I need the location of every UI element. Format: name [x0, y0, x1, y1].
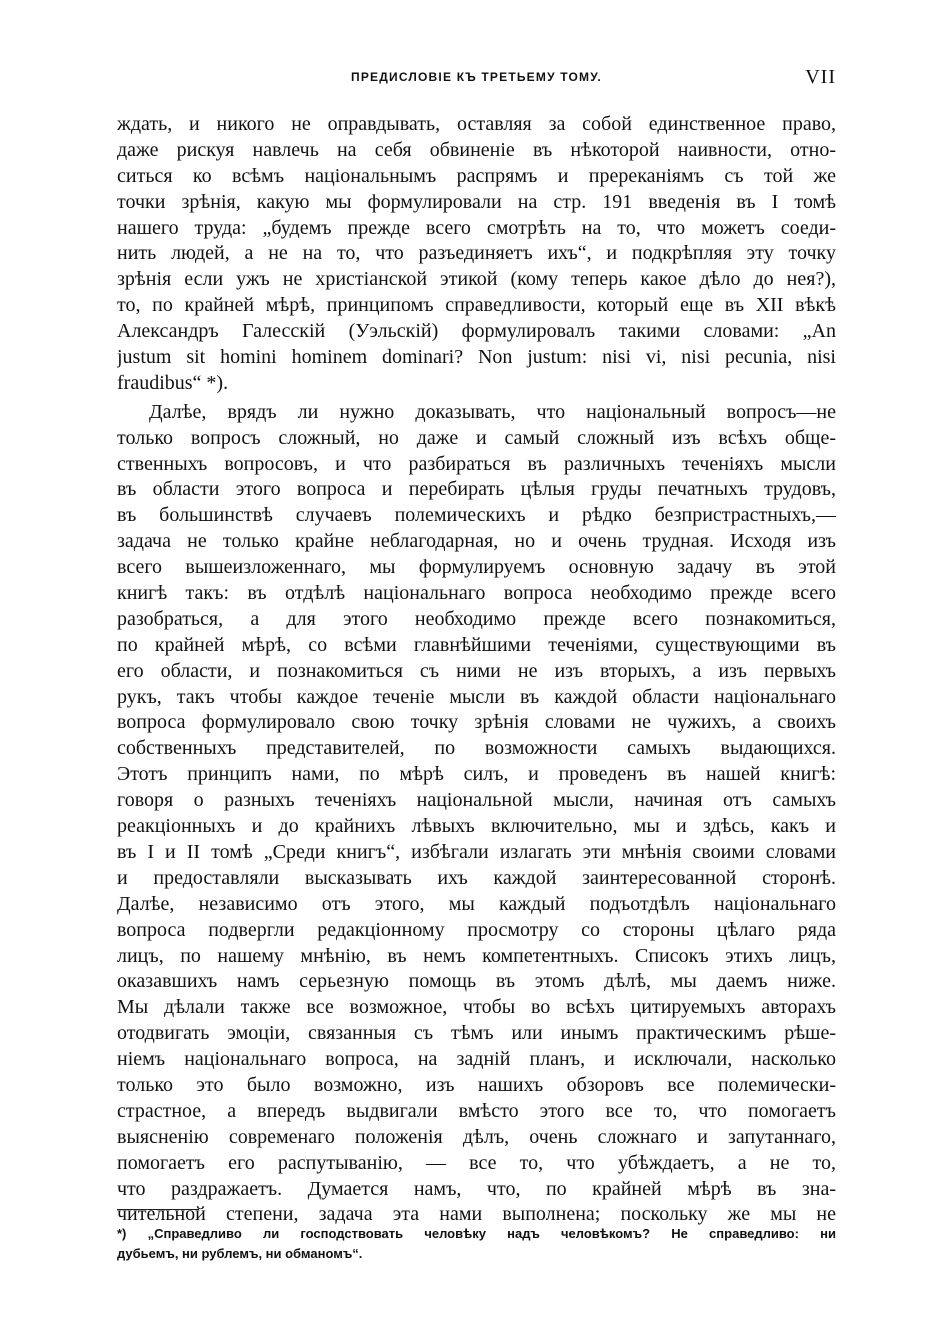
text-line: разобраться, а для этого необходимо прежде всего познакомиться, — [117, 607, 836, 630]
text-line: помогаетъ его распутыванію, — все то, что убѣждаетъ, а не то, — [117, 1151, 836, 1174]
text-line: отодвигать эмоціи, связанныя съ тѣмъ или инымъ практическимъ рѣше- — [117, 1022, 836, 1045]
paragraph-2 — [117, 400, 836, 1229]
text-line: страстное, а впередъ выдвигали вмѣсто этого все то, что помогаетъ — [117, 1099, 836, 1122]
text-line: то, по крайней мѣрѣ, принципомъ справедливости, который еще въ XII вѣкѣ — [117, 294, 836, 317]
text-line: книгѣ такъ: въ отдѣлѣ національнаго вопроса необходимо прежде всего — [117, 582, 836, 605]
text-line: нить людей, а не на то, что разъединяетъ ихъ“, и подкрѣпляя эту точку — [117, 242, 836, 265]
footnote-line: дубьемъ, ни рублемъ, ни обманомъ“. — [117, 1246, 363, 1261]
text-line: зрѣнія если ужъ не христіанской этикой (кому теперь какое дѣло до нея?), — [117, 268, 836, 291]
running-title: ПРЕДИСЛОВIЕ КЪ ТРЕТЬЕМУ ТОМУ. — [351, 70, 602, 84]
text-line: ніемъ національнаго вопроса, на задній планъ, и исключали, насколько — [117, 1048, 836, 1071]
text-line: только это было возможно, изъ нашихъ обзоровъ все полемически- — [117, 1073, 836, 1096]
text-line: задача не только крайне неблагодарная, но и очень трудная. Исходя изъ — [117, 530, 836, 553]
text-line: Далѣе, независимо отъ этого, мы каждый подъотдѣлъ національнаго — [117, 892, 836, 915]
text-line: чительной степени, задача эта нами выполнена; поскольку же мы не — [117, 1203, 836, 1226]
text-line: ственныхъ вопросовъ, и что разбираться въ различныхъ теченіяхъ мысли — [117, 452, 836, 475]
text-line: всего вышеизложеннаго, мы формулируемъ основную задачу въ этой — [117, 556, 836, 579]
text-line: въ большинствѣ случаевъ полемическихъ и рѣдко безпристрастныхъ,— — [117, 504, 836, 527]
text-line: точки зрѣнія, какую мы формулировали на стр. 191 введенія въ I томѣ — [117, 190, 836, 213]
text-line: по крайней мѣрѣ, со всѣми главнѣйшими теченіями, существующими въ — [117, 633, 836, 656]
text-line: вопроса формулировало свою точку зрѣнія словами не чужихъ, а своихъ — [117, 711, 836, 734]
text-line: fraudibus“ *). — [117, 371, 229, 394]
text-line: и предоставляли высказывать ихъ каждой заинтересованной сторонѣ. — [117, 866, 836, 889]
text-line: въ I и II томѣ „Среди книгъ“, избѣгали излагать эти мнѣнія своими словами — [117, 840, 836, 863]
footnote-line: *) „Справедливо ли господствовать человѣку надъ человѣкомъ? Не справедливо: ни — [117, 1226, 836, 1241]
text-line: реакціонныхъ и до крайнихъ лѣвыхъ включительно, мы и здѣсь, какъ и — [117, 815, 836, 838]
footnote-divider — [117, 1209, 199, 1210]
text-line: оказавшихъ намъ серьезную помощь въ этомъ дѣлѣ, мы даемъ ниже. — [117, 970, 836, 993]
footnote — [117, 1224, 836, 1264]
paragraph-1 — [117, 112, 836, 397]
text-line: Александръ Галесскій (Уэльскій) формулировалъ такими словами: „An — [117, 320, 836, 343]
text-line: рукъ, такъ чтобы каждое теченіе мысли въ каждой области національнаго — [117, 685, 836, 708]
text-line: нашего труда: „будемъ прежде всего смотрѣть на то, что можетъ соеди- — [117, 216, 836, 239]
text-line: выясненію современаго положенія дѣлъ, очень сложнаго и запутаннаго, — [117, 1125, 836, 1148]
text-line: Этотъ принципъ нами, по мѣрѣ силъ, и проведенъ въ нашей книгѣ: — [117, 763, 836, 786]
text-line: даже рискуя навлечь на себя обвиненіе въ нѣкоторой наивности, отно- — [117, 138, 836, 161]
text-line: Мы дѣлали также все возможное, чтобы во всѣхъ цитируемыхъ авторахъ — [117, 996, 836, 1019]
page-number: VII — [805, 66, 836, 88]
text-line: justum sit homini hominem dominari? Non justum: nisi vi, nisi pecunia, nisi — [117, 346, 836, 369]
main-text — [117, 112, 836, 1228]
text-line: лицъ, по нашему мнѣнію, въ немъ компетентныхъ. Списокъ этихъ лицъ, — [117, 944, 836, 967]
text-line: только вопросъ сложный, но даже и самый сложный изъ всѣхъ обще- — [117, 426, 836, 449]
text-line: ситься ко всѣмъ національнымъ распрямъ и пререканіямъ съ той же — [117, 164, 836, 187]
text-line: ждать, и никого не оправдывать, оставляя за собой единственное право, — [117, 113, 836, 135]
text-line: собственныхъ представителей, по возможности самыхъ выдающихся. — [117, 737, 836, 760]
text-line: въ области этого вопроса и перебирать цѣлыя груды печатныхъ трудовъ, — [117, 478, 836, 501]
text-line: что раздражаетъ. Думается намъ, что, по крайней мѣрѣ въ зна- — [117, 1177, 836, 1200]
text-line: говоря о разныхъ теченіяхъ національной мысли, начиная отъ самыхъ — [117, 789, 836, 812]
text-line: вопроса подвергли редакціонному просмотру со стороны цѣлаго ряда — [117, 918, 836, 941]
running-header — [117, 66, 836, 90]
text-line: Далѣе, врядъ ли нужно доказывать, что національный вопросъ—не — [149, 400, 836, 423]
text-line: его области, и познакомиться съ ними не изъ вторыхъ, а изъ первыхъ — [117, 659, 836, 682]
